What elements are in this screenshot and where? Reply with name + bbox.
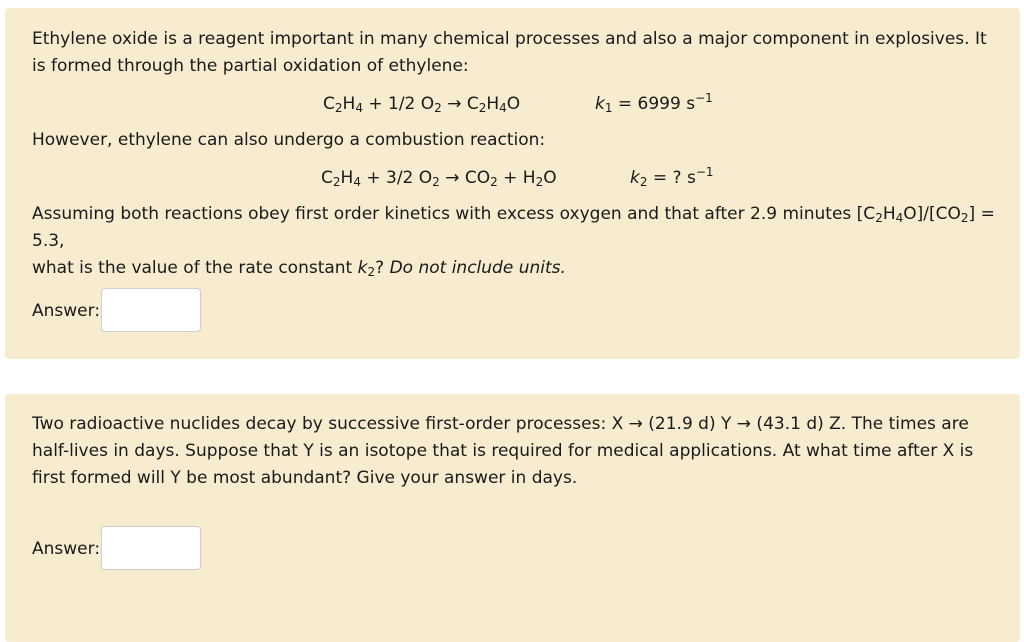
question-1-however: However, ethylene can also undergo a combustion reaction: <box>32 130 546 150</box>
reaction-equation-2: $C_2H_4 + 3/2$ $O_2 \to CO_2 + H_2O$ <box>321 168 557 189</box>
answer-label-2: Answer: <box>32 539 101 559</box>
question-2-text: Two radioactive nuclides decay by successive first-order processes: X → (21.9 d) Y → (43.1 d) Z. The times are half-lives in days. Suppose that Y is an isotope that is required for medical applications. At what time after X is first formed will Y be most abundant? Give your answer in days. <box>32 414 974 488</box>
rate-constant-k1: $k_1 = 6999$ $s^{-1}$ <box>595 91 713 115</box>
question-card-1 <box>5 8 1020 359</box>
answer-label-1: Answer: <box>32 301 101 321</box>
question-card-2 <box>5 394 1020 642</box>
answer-input-1[interactable] <box>101 288 201 332</box>
rate-constant-k2: $k_2$ = ? $s^{-1}$ <box>630 165 714 189</box>
answer-input-2[interactable] <box>101 526 201 570</box>
question-1-intro: Ethylene oxide is a reagent important in many chemical processes and also a major component in explosives. It is formed through the partial oxidation of ethylene: <box>32 29 987 76</box>
question-1-assumption: Assuming both reactions obey first order kinetics with excess oxygen and that after 2.9 minutes $[C_2H_4O]/[CO_2] = 5.3$, what is the value of the rate constant $k_2$? Do not include units. <box>32 204 995 279</box>
reaction-equation-1: $C_2H_4 + 1/2$ $O_2 \to C_2H_4O$ <box>323 94 521 115</box>
